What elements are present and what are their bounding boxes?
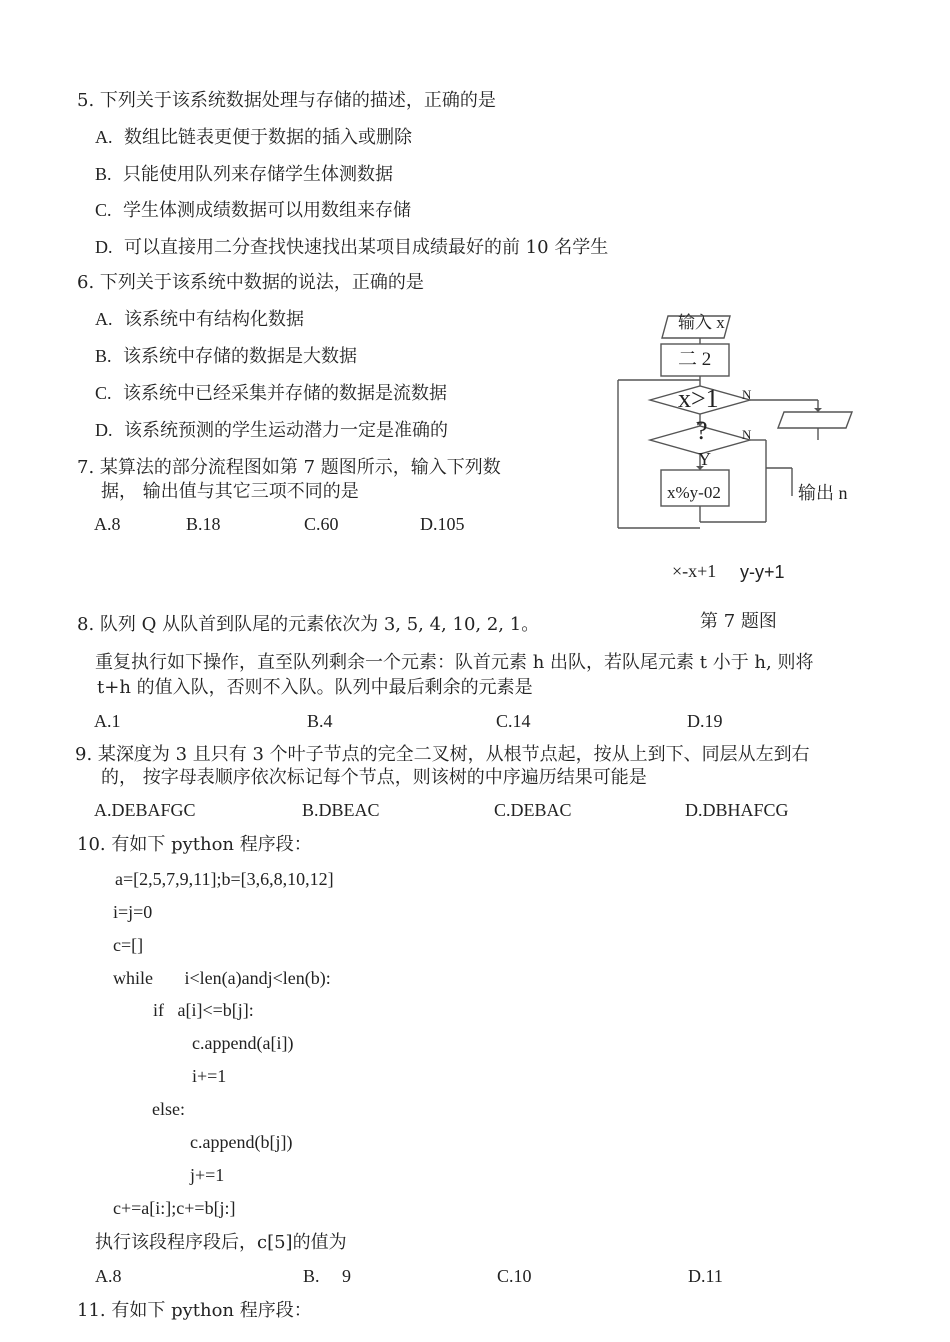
flow-input-label: 输入 x (678, 313, 725, 332)
code-line: if a[i]<=b[j]: (153, 1000, 254, 1020)
code-line: a=[2,5,7,9,11];b=[3,6,8,10,12] (115, 869, 334, 889)
q8-line3: t+h 的值入队，否则不入队。队列中最后剩余的元素是 (97, 677, 533, 698)
q7-option-b: B.18 (186, 514, 221, 534)
q7-option-d: D.105 (420, 514, 465, 534)
code-line: c.append(b[j]) (190, 1132, 293, 1152)
q8-option-c: C.14 (496, 711, 531, 731)
q7-option-c: C.60 (304, 514, 339, 534)
q5-option-d: D. 可以直接用二分查找快速找出某项目成绩最好的前 10 名学生 (95, 237, 609, 258)
code-line: else: (152, 1099, 185, 1119)
q9-stem-line2: 的， 按字母表顺序依次标记每个节点，则该树的中序遍历结果可能是 (101, 767, 647, 788)
q5-option-b: B. 只能使用队列来存储学生体测数据 (95, 164, 393, 185)
q9-option-b: B.DBEAC (302, 800, 380, 820)
flow-below-left: ×-x+1 (672, 561, 717, 581)
q5-stem: 5. 下列关于该系统数据处理与存储的描述，正确的是 (77, 90, 496, 111)
q7-flowchart (600, 300, 900, 600)
q8-line2: 重复执行如下操作，直至队列剩余一个元素：队首元素 h 出队，若队尾元素 t 小于 h, 则将 (95, 652, 814, 673)
flow-no2-label: N (742, 427, 752, 442)
flow-process-label: x%y-02 (667, 483, 721, 502)
q7-option-a: A.8 (94, 514, 121, 534)
code-line: j+=1 (190, 1165, 225, 1185)
flow-caption: 第 7 题图 (700, 611, 777, 632)
flow-below-right: y-y+1 (740, 562, 785, 582)
code-line: i=j=0 (113, 902, 153, 922)
q6-option-d: D. 该系统预测的学生运动潜力一定是准确的 (95, 420, 448, 441)
q8-stem: 8. 队列 Q 从队首到队尾的元素依次为 3, 5, 4, 10, 2, 1。 (77, 614, 540, 635)
flow-output-para-shape (778, 412, 852, 428)
flow-output-label: 输出 n (798, 483, 848, 503)
q11-stem: 11. 有如下 python 程序段： (77, 1300, 312, 1321)
q7-stem-line1: 7. 某算法的部分流程图如第 7 题图所示，输入下列数 (77, 457, 501, 478)
flow-no1-label: N (742, 387, 752, 402)
q8-option-b: B.4 (307, 711, 333, 731)
q6-option-b: B. 该系统中存储的数据是大数据 (95, 346, 357, 367)
flowchart-lines (600, 300, 900, 600)
flow-assign-label: 二 2 (678, 349, 712, 370)
q8-option-a: A.1 (94, 711, 121, 731)
q9-stem-line1: 9. 某深度为 3 且只有 3 个叶子节点的完全二叉树，从根节点起，按从上到下、同层从左到右 (75, 744, 810, 765)
code-line: c+=a[i:];c+=b[j:] (113, 1198, 236, 1218)
code-line: i+=1 (192, 1066, 227, 1086)
q5-option-a: A. 数组比链表更便于数据的插入或删除 (95, 127, 412, 148)
q6-stem: 6. 下列关于该系统中数据的说法，正确的是 (77, 272, 424, 293)
q9-option-d: D.DBHAFCG (685, 800, 789, 820)
code-line: while i<len(a)andj<len(b): (113, 968, 331, 988)
q10-option-d: D.11 (688, 1266, 723, 1286)
q8-option-d: D.19 (687, 711, 723, 731)
q7-stem-line2: 据， 输出值与其它三项不同的是 (101, 481, 359, 502)
q6-option-c: C. 该系统中已经采集并存储的数据是流数据 (95, 383, 447, 404)
flow-cond1-label: x>1 (678, 384, 719, 413)
q10-option-a: A.8 (95, 1266, 122, 1286)
q5-option-c: C. 学生体测成绩数据可以用数组来存储 (95, 200, 411, 221)
q9-option-a: A.DEBAFGC (94, 800, 196, 820)
q6-option-a: A. 该系统中有结构化数据 (95, 309, 304, 330)
q10-question: 执行该段程序段后，c[5]的值为 (95, 1232, 347, 1253)
flow-cond2-label: ? (696, 416, 708, 445)
q9-option-c: C.DEBAC (494, 800, 572, 820)
q10-stem: 10. 有如下 python 程序段： (77, 834, 312, 855)
q10-option-c: C.10 (497, 1266, 532, 1286)
code-line: c=[] (113, 935, 144, 955)
q10-option-b: B. 9 (303, 1266, 352, 1286)
flow-yes-label: Y (698, 449, 711, 469)
code-line: c.append(a[i]) (192, 1033, 294, 1053)
